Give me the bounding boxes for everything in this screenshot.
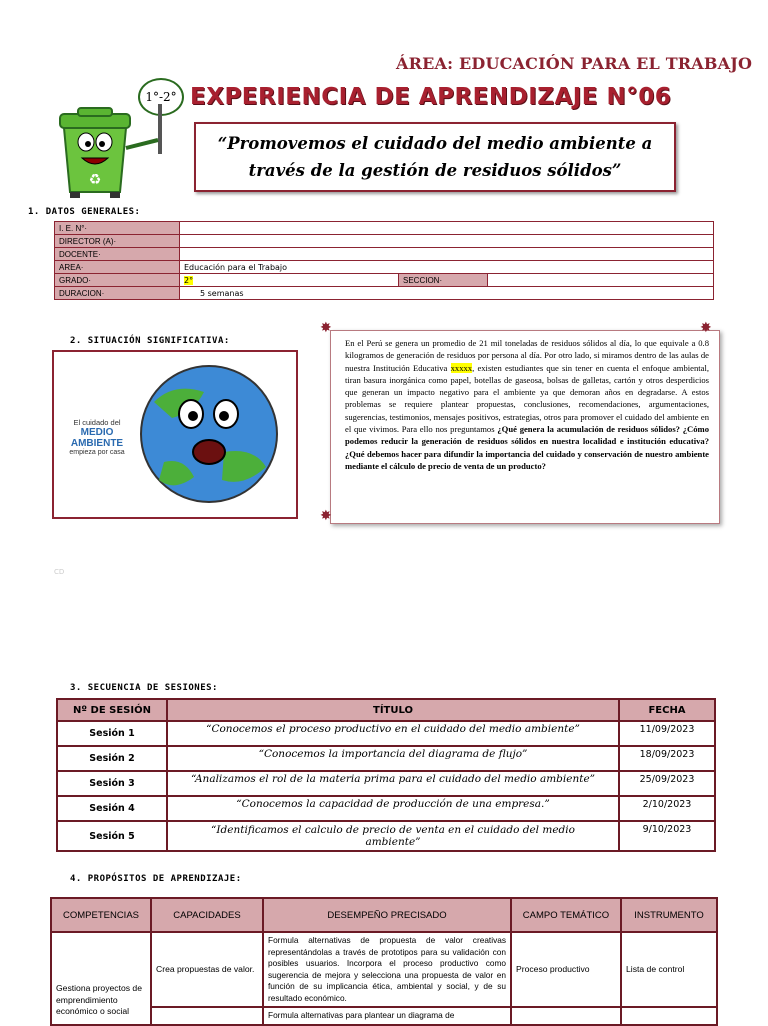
table-row — [57, 796, 715, 821]
col-header-capacidades: CAPACIDADES — [151, 898, 263, 932]
table-row — [57, 721, 715, 746]
table-row — [57, 821, 715, 851]
image-caption-3: AMBIENTE — [70, 438, 124, 449]
situacion-text-a: En el Perú se genera un promedio de 21 mil toneladas de residuos sólidos al día, lo que equivale a 0.8 kilogramos de generación de residuos por persona al día. Por otro lado, si miramos dentro de las aulas de nuestra Institución Educativa — [345, 338, 709, 373]
motto-box: “Promovemos el cuidado del medio ambiente a través de la gestión de residuos sólidos” — [194, 122, 676, 192]
secuencia-section-title: 3. SECUENCIA DE SESIONES: — [70, 683, 218, 693]
session-title: “Analizamos el rol de la materia prima para el cuidado del medio ambiente” — [167, 771, 619, 796]
col-header-sesion: Nº DE SESIÓN — [57, 699, 167, 721]
secuencia-table — [56, 698, 716, 852]
session-number: Sesión 1 — [57, 721, 167, 746]
star-ornament-icon: ✸ — [320, 320, 332, 336]
col-header-campo: CAMPO TEMÁTICO — [511, 898, 621, 932]
situacion-questions: ¿Qué genera la acumulación de residuos sólidos? ¿Cómo podemos reducir la generación de residuos sólidos en nuestra localidad e institución educativa? ¿Qué debemos hacer para difundir la importancia del cuidado y conservación de nuestro ambiente mediante el cálculo de precio de venta de un producto? — [345, 424, 709, 471]
capacidad-cell — [151, 1007, 263, 1025]
table-row — [51, 1007, 717, 1025]
campo-cell: Proceso productivo — [511, 932, 621, 1007]
session-title: “Conocemos la capacidad de producción de una empresa.” — [167, 796, 619, 821]
grade-badge: 1°-2° — [138, 78, 184, 116]
experience-title: EXPERIENCIA DE APRENDIZAJE N°06 — [190, 84, 672, 110]
table-row — [51, 932, 717, 1007]
session-number: Sesión 2 — [57, 746, 167, 771]
ie-label: I. E. N°· — [55, 222, 180, 235]
image-caption-1: El cuidado del — [73, 418, 121, 427]
ie-placeholder-highlight: xxxxx — [450, 362, 473, 373]
area-title: ÁREA: EDUCACIÓN PARA EL TRABAJO — [396, 54, 753, 73]
area-field[interactable]: Educación para el Trabajo — [180, 261, 714, 274]
session-date: 2/10/2023 — [619, 796, 715, 821]
instrumento-cell — [621, 1007, 717, 1025]
seccion-label: SECCION· — [399, 274, 488, 287]
docente-label: DOCENTE· — [55, 248, 180, 261]
situacion-text-b: , existen estudiantes que sin tener en cuenta el enfoque ambiental, tiran basura inorgánica como papel, botellas de gaseosa, bolsas de galletas, cartón y otros desperdicios que generan un impacto negativo para el ambiente ya que demoran años en degradarse. A estos problemas se requiere plantear propuestas, conclusiones, recomendaciones, argumentaciones, sugerencias, testimonios, mensajes positivos, estrategias, otros para promover el cuidado del ambiente en el que vivimos. Para ello nos preguntamos — [345, 362, 709, 435]
director-label: DIRECTOR (A)· — [55, 235, 180, 248]
session-title: “Identificamos el calculo de precio de venta en el cuidado del medio ambiente” — [167, 821, 619, 851]
desempeno-cell: Formula alternativas para plantear un diagrama de — [263, 1007, 511, 1025]
propositos-table — [50, 897, 718, 1026]
recycle-bin-mascot-icon — [50, 104, 170, 200]
star-ornament-icon: ✸ — [320, 508, 332, 524]
ie-field[interactable] — [180, 222, 714, 235]
capacidad-cell: Crea propuestas de valor. — [151, 932, 263, 1007]
area-label: AREA· — [55, 261, 180, 274]
datos-generales-table — [54, 221, 714, 300]
svg-text:♻: ♻ — [88, 172, 102, 188]
situacion-text-box — [330, 330, 720, 524]
desempeno-cell: Formula alternativas de propuesta de valor creativas representándolas a través de prototipos para su validación con posibles usuarios. Incorpora el proceso productivo como sugerencia de mejora y selecciona una propuesta de valor en función de su implicancia ética, ambiental y social, y de su resultado económico. — [263, 932, 511, 1007]
session-title: “Conocemos la importancia del diagrama de flujo” — [167, 746, 619, 771]
campo-cell — [511, 1007, 621, 1025]
propositos-section-title: 4. PROPÓSITOS DE APRENDIZAJE: — [70, 874, 242, 884]
session-number: Sesión 4 — [57, 796, 167, 821]
competencia-cell: Gestiona proyectos de emprendimiento económico o social — [51, 932, 151, 1025]
image-caption-4: empieza por casa — [69, 449, 125, 456]
col-header-desempeno: DESEMPEÑO PRECISADO — [263, 898, 511, 932]
star-ornament-icon: ✸ — [700, 320, 712, 336]
stray-mark: CD — [54, 568, 65, 576]
situacion-paragraph — [345, 337, 709, 472]
duracion-field[interactable]: 5 semanas — [180, 287, 714, 300]
table-row — [57, 771, 715, 796]
grado-field[interactable]: 2° — [184, 275, 194, 285]
col-header-competencias: COMPETENCIAS — [51, 898, 151, 932]
session-date: 9/10/2023 — [619, 821, 715, 851]
datos-section-title: 1. DATOS GENERALES: — [28, 207, 141, 217]
session-title: “Conocemos el proceso productivo en el cuidado del medio ambiente” — [167, 721, 619, 746]
table-row — [57, 746, 715, 771]
grado-label: GRADO· — [55, 274, 180, 287]
instrumento-cell: Lista de control — [621, 932, 717, 1007]
situacion-section-title: 2. SITUACIÓN SIGNIFICATIVA: — [70, 336, 230, 346]
col-header-fecha: FECHA — [619, 699, 715, 721]
col-header-instrumento: INSTRUMENTO — [621, 898, 717, 932]
docente-field[interactable] — [180, 248, 714, 261]
duracion-label: DURACION· — [55, 287, 180, 300]
session-number: Sesión 3 — [57, 771, 167, 796]
session-date: 18/09/2023 — [619, 746, 715, 771]
session-date: 11/09/2023 — [619, 721, 715, 746]
medio-ambiente-image — [52, 350, 298, 519]
session-date: 25/09/2023 — [619, 771, 715, 796]
image-caption-2: MEDIO — [80, 427, 114, 438]
col-header-titulo: TÍTULO — [167, 699, 619, 721]
director-field[interactable] — [180, 235, 714, 248]
session-number: Sesión 5 — [57, 821, 167, 851]
seccion-field[interactable] — [488, 274, 714, 287]
